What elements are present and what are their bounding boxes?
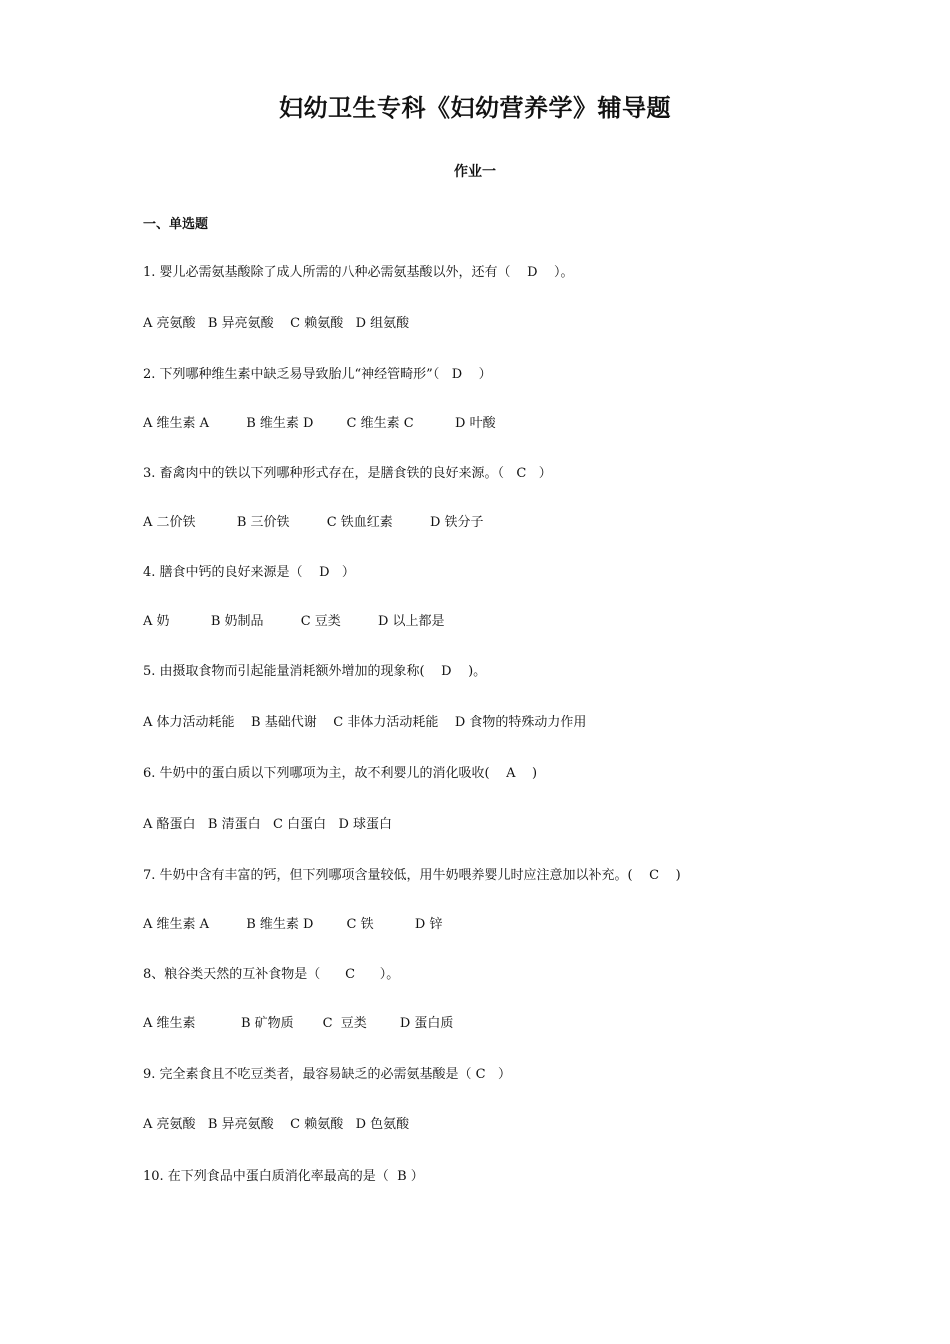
question-7: 7. 牛奶中含有丰富的钙，但下列哪项含量较低，用牛奶喂养婴儿时应注意加以补充。( C ) [143,868,681,883]
question-9: 9. 完全素食且不吃豆类者，最容易缺乏的必需氨基酸是（ C ） [143,1067,512,1082]
options-8: A 维生素 B 矿物质 C 豆类 D 蛋白质 [143,1016,454,1031]
options-9: A 亮氨酸 B 异亮氨酸 C 赖氨酸 D 色氨酸 [143,1117,410,1132]
question-3: 3. 畜禽肉中的铁以下列哪种形式存在，是膳食铁的良好来源。（ C ） [143,466,552,481]
options-6: A 酪蛋白 B 清蛋白 C 白蛋白 D 球蛋白 [143,817,393,832]
question-2: 2. 下列哪种维生素中缺乏易导致胎儿“神经管畸形”（ D ） [143,367,492,382]
question-4: 4. 膳食中钙的良好来源是（ D ） [143,565,355,580]
question-5: 5. 由摄取食物而引起能量消耗额外增加的现象称( D )。 [143,664,487,679]
options-1: A 亮氨酸 B 异亮氨酸 C 赖氨酸 D 组氨酸 [143,316,410,331]
assignment-heading: 作业一 [454,164,496,180]
options-2: A 维生素 A B 维生素 D C 维生素 C D 叶酸 [143,416,496,431]
options-5: A 体力活动耗能 B 基础代谢 C 非体力活动耗能 D 食物的特殊动力作用 [143,715,587,730]
question-6: 6. 牛奶中的蛋白质以下列哪项为主，故不利婴儿的消化吸收( A ) [143,766,538,781]
question-8: 8、粮谷类天然的互补食物是（ C ）。 [143,967,400,982]
section-heading: 一、单选题 [143,217,209,232]
options-3: A 二价铁 B 三价铁 C 铁血红素 D 铁分子 [143,515,484,530]
question-10: 10. 在下列食品中蛋白质消化率最高的是（ B ） [143,1169,424,1184]
question-1: 1. 婴儿必需氨基酸除了成人所需的八种必需氨基酸以外，还有（ D ）。 [143,265,574,280]
options-4: A 奶 B 奶制品 C 豆类 D 以上都是 [143,614,445,629]
options-7: A 维生素 A B 维生素 D C 铁 D 锌 [143,917,443,932]
document-title: 妇幼卫生专科《妇幼营养学》辅导题 [279,94,671,122]
